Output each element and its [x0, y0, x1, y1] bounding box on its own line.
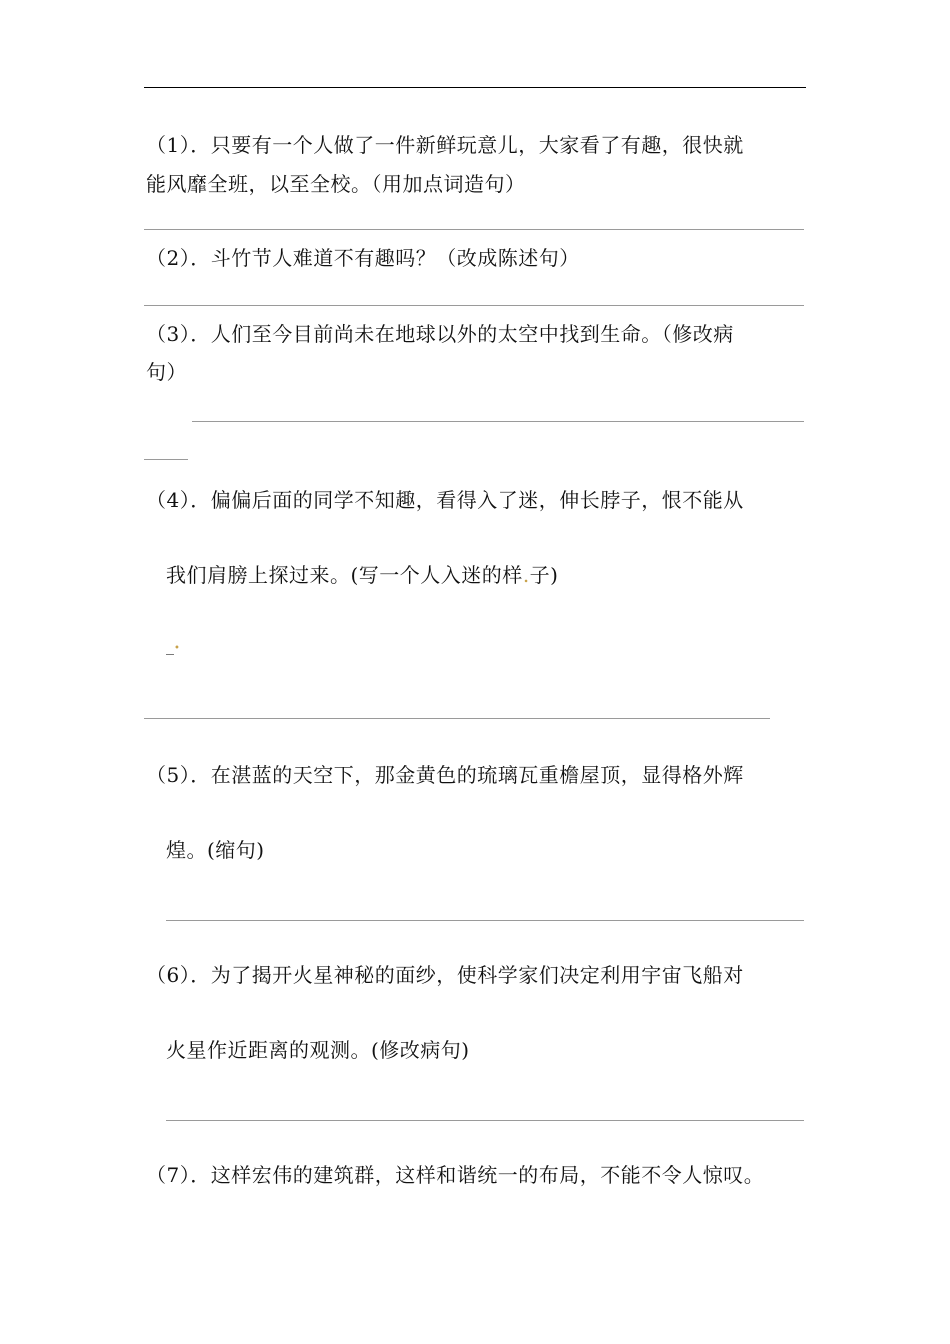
question-7-text: 这样宏伟的建筑群，这样和谐统一的布局，不能不令人惊叹。 — [210, 1163, 765, 1187]
question-6-text: 为了揭开火星神秘的面纱，使科学家们决定利用宇宙飞船对 — [210, 963, 744, 987]
answer-line-3-continued[interactable] — [144, 459, 188, 460]
question-1-line-2: 能风靡全班，以至全校。（用加点词造句） — [146, 172, 526, 196]
header-rule — [144, 87, 806, 88]
question-7-number: （7）． — [146, 1163, 211, 1187]
question-3-text: 人们至今目前尚未在地球以外的太空中找到生命。（修改病 — [210, 322, 734, 346]
small-dot-icon: • — [174, 643, 180, 654]
question-2-number: （2）． — [146, 246, 211, 270]
question-1-number: （1）． — [146, 133, 211, 157]
question-6-line-2: 火星作近距离的观测。(修改病句) — [166, 1038, 470, 1062]
question-7-line-1 — [146, 1163, 764, 1187]
question-4-number: （4）． — [146, 488, 211, 512]
question-2-text: 斗竹节人难道不有趣吗？（改成陈述句） — [210, 246, 580, 270]
answer-line-5[interactable] — [166, 920, 804, 921]
question-3-number: （3）． — [146, 322, 211, 346]
stray-underscore-mark — [166, 638, 180, 657]
question-5-line-2: 煌。(缩句) — [166, 838, 265, 862]
answer-line-3[interactable] — [192, 421, 804, 422]
answer-line-2[interactable] — [144, 305, 804, 306]
question-5-line-1 — [146, 763, 744, 787]
question-1-line-1 — [146, 133, 744, 157]
question-4-text-2-tail: 子) — [529, 563, 559, 587]
question-5-number: （5）． — [146, 763, 211, 787]
answer-line-6[interactable] — [166, 1120, 804, 1121]
question-6-line-1 — [146, 963, 744, 987]
question-6-number: （6）． — [146, 963, 211, 987]
question-3-line-1 — [146, 322, 734, 346]
answer-line-1[interactable] — [144, 229, 804, 230]
question-4-text: 偏偏后面的同学不知趣，看得入了迷，伸长脖子，恨不能从 — [210, 488, 744, 512]
answer-line-4[interactable] — [144, 718, 770, 719]
emphasis-dot-icon: . — [522, 563, 530, 587]
question-4-text-2: 我们肩膀上探过来。(写一个人入迷的样 — [166, 563, 523, 587]
underscore-glyph: _ — [166, 636, 174, 655]
question-3-line-2: 句） — [146, 360, 187, 384]
question-1-text: 只要有一个人做了一件新鲜玩意儿，大家看了有趣，很快就 — [210, 133, 744, 157]
question-2-line-1 — [146, 246, 580, 270]
question-5-text: 在湛蓝的天空下，那金黄色的琉璃瓦重檐屋顶，显得格外辉 — [210, 763, 744, 787]
question-4-line-2 — [166, 563, 558, 587]
question-4-line-1 — [146, 488, 744, 512]
